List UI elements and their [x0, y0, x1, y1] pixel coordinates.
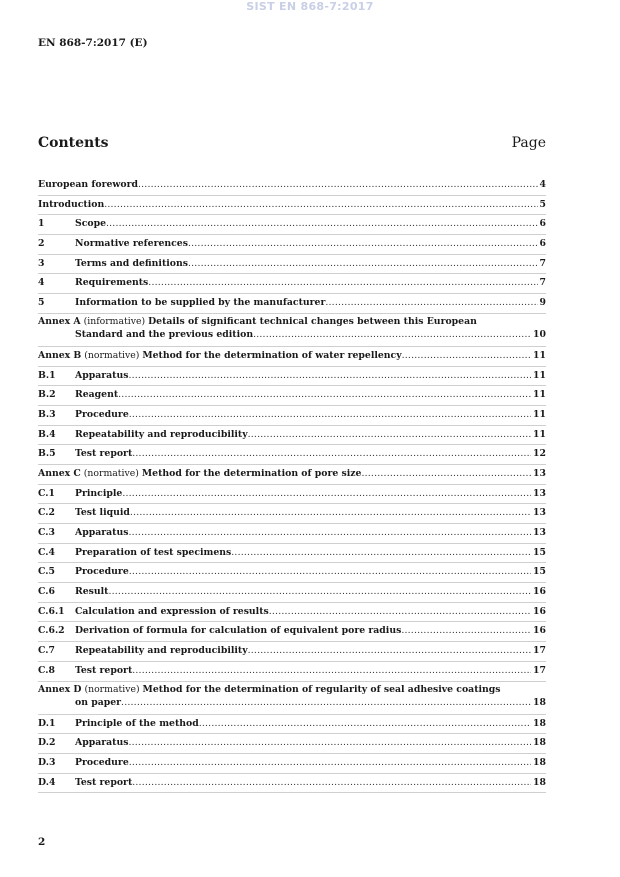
dot-leader: [128, 370, 531, 381]
toc-page-number: 9: [539, 297, 546, 309]
page-column-label: Page: [511, 135, 546, 151]
toc-entry-title: Information to be supplied by the manufacturer: [75, 297, 326, 309]
toc-entry-title: Result: [75, 586, 109, 598]
section-number: B.2: [38, 389, 56, 401]
dot-leader: [248, 645, 531, 656]
toc-entry[interactable]: [38, 294, 546, 314]
toc-entry[interactable]: [38, 734, 546, 754]
section-number: D.4: [38, 776, 56, 788]
dot-leader: [199, 718, 531, 729]
annex-type: (normative): [84, 683, 140, 695]
annex-type: (informative): [83, 315, 146, 327]
toc-page-number: 11: [533, 408, 546, 420]
section-number: D.3: [38, 756, 56, 768]
toc-entry-title: Calculation and expression of results: [75, 605, 269, 617]
toc-entry[interactable]: [38, 314, 546, 347]
toc-entry[interactable]: [38, 426, 546, 446]
dot-leader: [128, 527, 531, 538]
dot-leader: [248, 429, 531, 440]
dot-leader: [104, 199, 537, 210]
dot-leader: [122, 488, 531, 499]
section-number: 4: [38, 277, 45, 289]
dot-leader: [253, 329, 531, 340]
toc-entry[interactable]: [38, 563, 546, 583]
dot-leader: [128, 737, 531, 748]
toc-entry-title: Reagent: [75, 389, 119, 401]
dot-leader: [129, 757, 531, 768]
toc-entry-title: Repeatability and reproducibility: [75, 645, 248, 657]
section-number: B.3: [38, 408, 56, 420]
section-number: C.1: [38, 487, 55, 499]
toc-entry-title: Method for the determination of pore size: [141, 467, 362, 479]
toc-entry-title: Procedure: [75, 408, 129, 420]
dot-leader: [129, 566, 531, 577]
section-number: C.5: [38, 566, 55, 578]
toc-entry[interactable]: [38, 176, 546, 196]
toc-page-number: 11: [533, 369, 546, 381]
toc-entry[interactable]: [38, 622, 546, 642]
section-number: B.5: [38, 448, 56, 460]
table-of-contents: [38, 176, 546, 793]
toc-entry-title: Terms and definitions: [75, 257, 188, 269]
toc-entry[interactable]: [38, 682, 546, 715]
annex-type: (normative): [83, 467, 139, 479]
contents-heading: Contents: [38, 135, 109, 151]
toc-entry[interactable]: [38, 274, 546, 294]
toc-page-number: 16: [533, 605, 546, 617]
section-number: C.6.1: [38, 605, 65, 617]
toc-page-number: 17: [533, 664, 546, 676]
section-number: 2: [38, 238, 45, 250]
toc-page-number: 18: [533, 756, 546, 768]
toc-page-number: 18: [533, 717, 546, 729]
dot-leader: [148, 277, 537, 288]
dot-leader: [188, 258, 538, 269]
dot-leader: [132, 665, 531, 676]
dot-leader: [132, 777, 531, 788]
toc-entry-title: Apparatus: [75, 527, 129, 538]
section-number: B.4: [38, 428, 56, 440]
section-number: C.7: [38, 645, 55, 657]
toc-page-number: 4: [539, 179, 546, 190]
toc-entry[interactable]: [38, 603, 546, 623]
toc-entry-title: Normative references: [75, 238, 188, 250]
dot-leader: [129, 409, 531, 420]
section-number: C.6.2: [38, 625, 65, 637]
section-number: C.6: [38, 586, 55, 598]
toc-page-number: 18: [533, 776, 546, 788]
toc-entry-title: Test liquid: [75, 507, 130, 519]
toc-entry[interactable]: [38, 504, 546, 524]
dot-leader: [231, 547, 531, 558]
toc-entry-title: Apparatus: [75, 737, 129, 749]
annex-label: Annex B: [38, 349, 82, 361]
dot-leader: [269, 606, 531, 617]
toc-page-number: 5: [539, 198, 546, 210]
dot-leader: [188, 238, 538, 249]
toc-entry-title: Derivation of formula for calculation of equivalent pore radius: [75, 625, 402, 637]
toc-entry[interactable]: [38, 255, 546, 275]
toc-entry[interactable]: [38, 347, 546, 367]
toc-entry-title: European foreword: [38, 179, 138, 190]
toc-entry-title: Preparation of test specimens: [75, 546, 232, 558]
annex-label: Annex A: [38, 315, 81, 327]
toc-page-number: 18: [533, 737, 546, 749]
dot-leader: [138, 179, 538, 190]
toc-page-number: 15: [533, 566, 546, 578]
dot-leader: [130, 507, 531, 518]
toc-entry-title: on paper: [75, 696, 122, 708]
toc-entry[interactable]: [38, 215, 546, 235]
toc-entry-title: Test report: [75, 448, 133, 460]
toc-entry[interactable]: [38, 583, 546, 603]
toc-entry[interactable]: [38, 235, 546, 255]
dot-leader: [118, 389, 531, 400]
toc-page-number: 12: [533, 448, 546, 460]
toc-entry-title: Method for the determination of regularity of seal adhesive coatings: [142, 683, 501, 695]
toc-entry-title: Scope: [75, 218, 106, 230]
toc-entry-title: Procedure: [75, 566, 129, 578]
toc-entry-title: Principle of the method: [75, 717, 199, 729]
toc-entry-title: Requirements: [75, 277, 149, 289]
toc-entry[interactable]: [38, 754, 546, 774]
toc-entry[interactable]: [38, 642, 546, 662]
toc-entry-title: Apparatus: [75, 369, 129, 381]
toc-entry-title: Test report: [75, 776, 133, 788]
toc-page-number: 13: [533, 487, 546, 499]
toc-entry[interactable]: [38, 544, 546, 564]
toc-page-number: 18: [533, 696, 546, 708]
section-number: C.2: [38, 507, 55, 519]
toc-page-number: 6: [539, 238, 546, 250]
toc-entry[interactable]: [38, 367, 546, 387]
document-id: EN 868-7:2017 (E): [38, 37, 148, 49]
section-number: C.4: [38, 546, 55, 558]
toc-entry-title: Repeatability and reproducibility: [75, 428, 248, 440]
toc-page-number: 16: [533, 625, 546, 637]
annex-type: (normative): [84, 349, 140, 361]
dot-leader: [361, 468, 531, 479]
toc-page-number: 11: [533, 389, 546, 401]
toc-entry[interactable]: [38, 662, 546, 682]
page-number: 2: [38, 836, 46, 848]
toc-entry[interactable]: [38, 406, 546, 426]
toc-page-number: 13: [533, 527, 546, 538]
toc-entry-title: Introduction: [38, 198, 105, 210]
dot-leader: [106, 218, 538, 229]
toc-entry-title: Method for the determination of water repellency: [142, 349, 402, 361]
toc-page-number: 7: [539, 257, 546, 269]
toc-page-number: 13: [533, 507, 546, 519]
dot-leader: [401, 625, 531, 636]
toc-entry-title: Test report: [75, 664, 133, 676]
dot-leader: [132, 448, 531, 459]
toc-entry[interactable]: [38, 524, 546, 544]
toc-entry[interactable]: [38, 715, 546, 735]
dot-leader: [121, 697, 531, 708]
toc-entry[interactable]: [38, 445, 546, 465]
toc-page-number: 6: [539, 218, 546, 230]
toc-page-number: 10: [533, 328, 546, 340]
toc-page-number: 7: [539, 277, 546, 289]
toc-page-number: 11: [533, 428, 546, 440]
toc-entry[interactable]: [38, 465, 546, 485]
section-number: 1: [38, 218, 45, 230]
section-number: D.2: [38, 737, 56, 749]
section-number: C.8: [38, 664, 55, 676]
toc-entry[interactable]: [38, 485, 546, 505]
dot-leader: [402, 350, 531, 361]
toc-entry-title: Details of significant technical changes between this European: [148, 315, 477, 327]
toc-page-number: 13: [533, 467, 546, 479]
watermark: SIST EN 868-7:2017: [246, 0, 374, 13]
toc-page-number: 16: [533, 586, 546, 598]
dot-leader: [325, 297, 537, 308]
annex-label: Annex D: [38, 683, 82, 695]
toc-entry-title: Procedure: [75, 756, 129, 768]
toc-entry-title: Standard and the previous edition: [75, 328, 254, 340]
dot-leader: [108, 586, 531, 597]
toc-entry[interactable]: [38, 386, 546, 406]
annex-label: Annex C: [38, 467, 81, 479]
toc-entry-title: Principle: [75, 487, 123, 499]
section-number: 5: [38, 297, 45, 309]
section-number: B.1: [38, 369, 56, 381]
toc-entry[interactable]: [38, 774, 546, 794]
section-number: D.1: [38, 717, 56, 729]
toc-page-number: 17: [533, 645, 546, 657]
toc-page-number: 15: [533, 546, 546, 558]
section-number: C.3: [38, 527, 55, 538]
section-number: 3: [38, 257, 45, 269]
toc-entry[interactable]: [38, 196, 546, 216]
toc-page-number: 11: [533, 349, 546, 361]
